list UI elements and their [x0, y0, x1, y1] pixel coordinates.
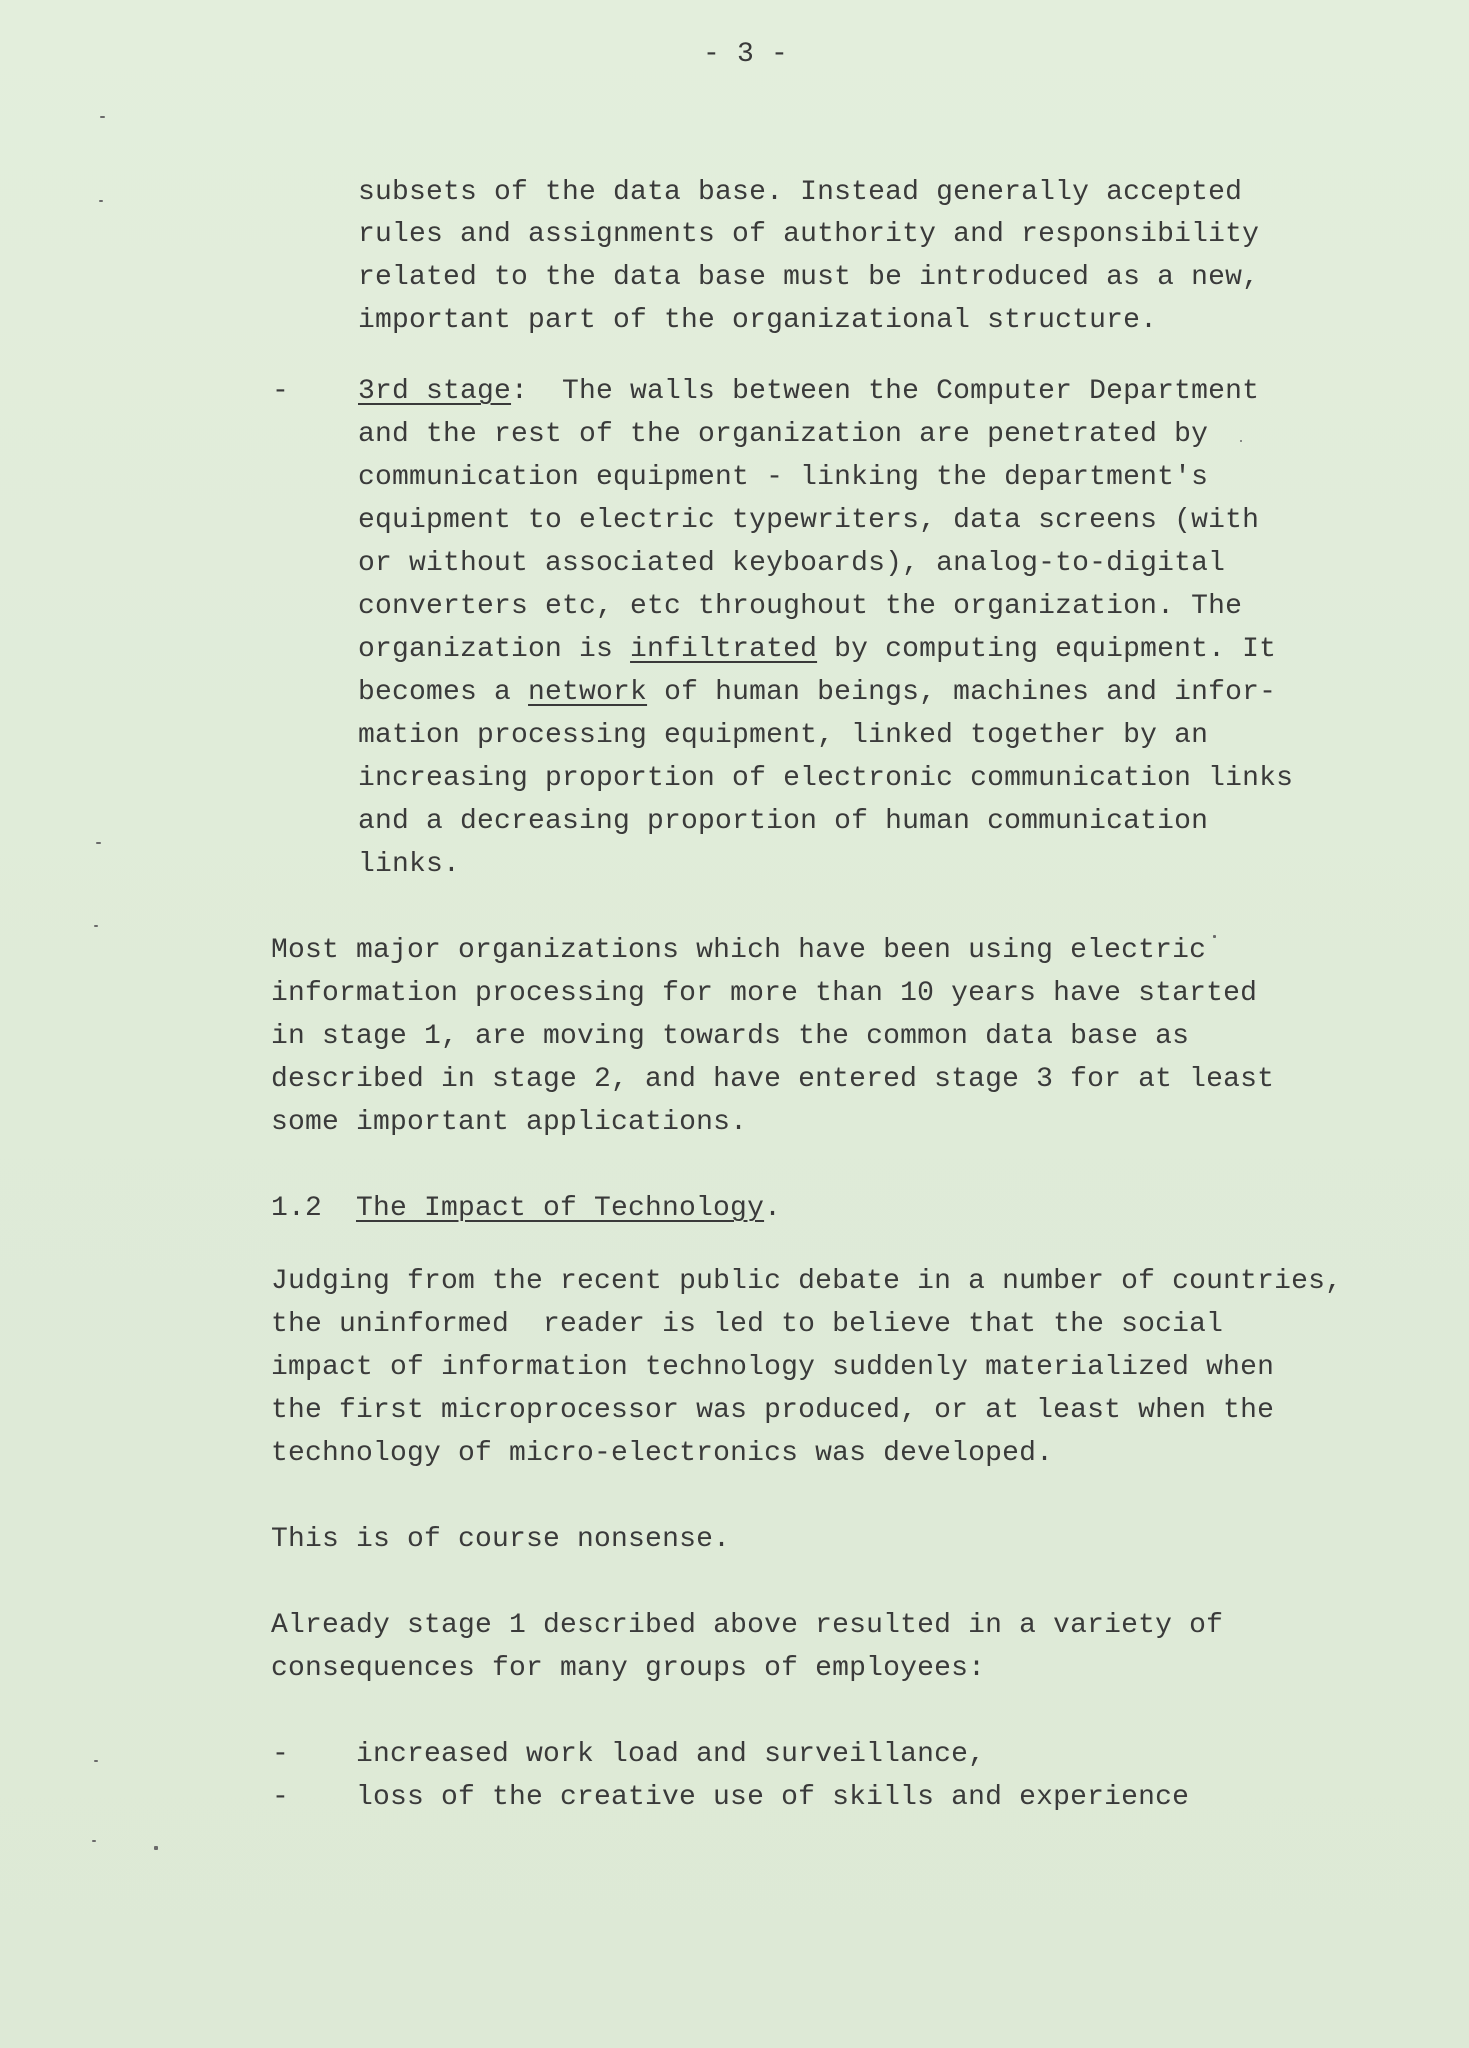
- stage3-line: or without associated keyboards), analog-to-digital: [358, 548, 1226, 579]
- section-number: 1.2: [271, 1193, 323, 1224]
- stage3-line: and a decreasing proportion of human communication: [358, 806, 1209, 837]
- section-heading: [356, 1192, 781, 1226]
- scan-speck: [96, 842, 101, 844]
- paragraph-already-line: consequences for many groups of employees:: [271, 1653, 986, 1684]
- paragraph-major-line: Most major organizations which have been using electric: [271, 935, 1207, 966]
- stage3-first-line: [358, 375, 1259, 409]
- scan-speck: [94, 1760, 98, 1762]
- continuation-line: related to the data base must be introduced as a new,: [358, 262, 1260, 293]
- stage3-line: mation processing equipment, linked together by an: [358, 720, 1209, 751]
- paragraph-major-line: described in stage 2, and have entered stage 3 for at least: [271, 1064, 1275, 1095]
- consequence-bullet: -: [272, 1782, 290, 1813]
- continuation-line: important part of the organizational structure.: [358, 305, 1158, 336]
- stage3-line-infiltrated: [358, 633, 1276, 667]
- continuation-line: subsets of the data base. Instead generally accepted: [358, 177, 1243, 208]
- scan-speck: [154, 1846, 158, 1850]
- scan-speck: [1240, 440, 1242, 442]
- section-title-end: .: [764, 1193, 782, 1224]
- paragraph-nonsense: This is of course nonsense.: [271, 1524, 731, 1555]
- stage3-line: increasing proportion of electronic communication links: [358, 763, 1294, 794]
- text-fragment: becomes a: [358, 677, 529, 708]
- stage3-bullet: -: [272, 376, 290, 407]
- paragraph-already-line: Already stage 1 described above resulted in a variety of: [271, 1610, 1224, 1641]
- scan-speck: [100, 116, 105, 118]
- consequence-item: increased work load and surveillance,: [356, 1739, 986, 1770]
- scan-speck: [99, 200, 103, 202]
- stage3-line: equipment to electric typewriters, data screens (with: [358, 505, 1260, 536]
- stage3-line-network: [358, 676, 1276, 710]
- text-fragment: of human beings, machines and infor-: [647, 677, 1277, 708]
- underlined-word-infiltrated: infiltrated: [630, 634, 818, 665]
- paragraph-major-line: in stage 1, are moving towards the common data base as: [271, 1021, 1190, 1052]
- scan-speck: [1213, 935, 1216, 938]
- paragraph-major-line: some important applications.: [271, 1107, 748, 1138]
- stage3-line: and the rest of the organization are penetrated by: [358, 419, 1209, 450]
- paragraph-debate-line: the uninformed reader is led to believe that the social: [271, 1309, 1224, 1340]
- consequence-item: loss of the creative use of skills and experience: [356, 1782, 1190, 1813]
- paragraph-debate-line: technology of micro-electronics was developed.: [271, 1438, 1054, 1469]
- scan-speck: [94, 925, 98, 927]
- paragraph-debate-line: the first microprocessor was produced, or at least when the: [271, 1395, 1275, 1426]
- stage3-label: 3rd stage: [358, 376, 512, 407]
- stage3-line: links.: [358, 849, 461, 880]
- page-number: - 3 -: [703, 39, 789, 70]
- stage3-line: communication equipment - linking the department's: [358, 462, 1209, 493]
- paragraph-debate-line: Judging from the recent public debate in a number of countries,: [271, 1266, 1343, 1297]
- paragraph-debate-line: impact of information technology suddenly materialized when: [271, 1352, 1275, 1383]
- continuation-line: rules and assignments of authority and responsibility: [358, 219, 1260, 250]
- stage3-line: converters etc, etc throughout the organization. The: [358, 591, 1243, 622]
- consequence-bullet: -: [272, 1739, 290, 1770]
- stage3-first-line-rest: : The walls between the Computer Department: [511, 376, 1260, 407]
- text-fragment: by computing equipment. It: [817, 634, 1277, 665]
- text-fragment: organization is: [358, 634, 631, 665]
- paragraph-major-line: information processing for more than 10 years have started: [271, 978, 1258, 1009]
- section-title: The Impact of Technology: [356, 1193, 765, 1224]
- scan-speck: [92, 1840, 96, 1842]
- underlined-word-network: network: [528, 677, 648, 708]
